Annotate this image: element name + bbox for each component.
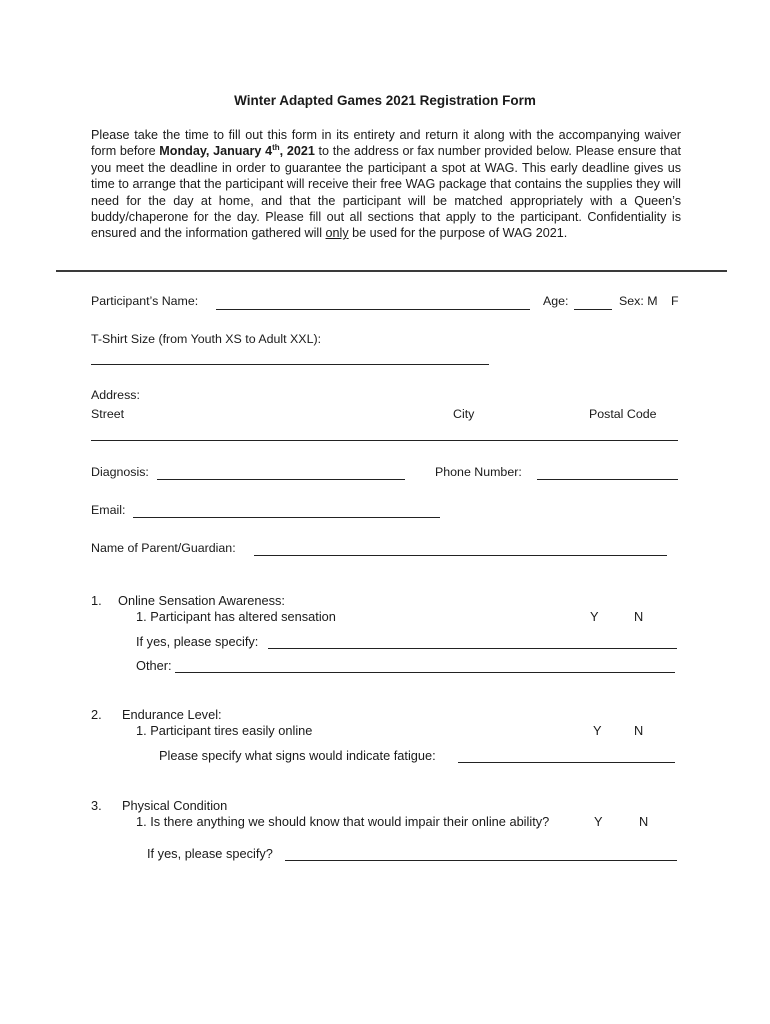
question-1-number: 1. [91,593,102,608]
question-3-number: 3. [91,798,102,813]
question-2-fatigue-field[interactable] [458,762,675,763]
street-label: Street [91,407,125,421]
guardian-label: Name of Parent/Guardian: [91,541,236,555]
question-2-title: Endurance Level: [122,707,222,722]
address-field[interactable] [91,440,678,441]
city-label: City [453,407,475,421]
email-label: Email: [91,503,126,517]
participant-name-label: Participant’s Name: [91,294,199,308]
phone-label: Phone Number: [435,465,522,479]
question-1-other-field[interactable] [175,672,675,673]
sex-f-option[interactable]: F [671,294,679,308]
question-1-other-label: Other: [136,658,172,673]
intro-paragraph [91,127,681,242]
question-3-title: Physical Condition [122,798,228,813]
tshirt-size-label: T-Shirt Size (from Youth XS to Adult XXL): [91,332,322,346]
participant-name-field[interactable] [216,309,530,310]
guardian-field[interactable] [254,555,667,556]
intro-text-2: to the address or fax number provided below. Please ensure that you meet the deadline in order to guarantee the participant a spot at WAG. This early deadline gives us time to arrange that the participant will receive their free WAG package that contains the supplies they will need for the day at home, and that the participant will be matched appropriately with a Queen’s buddy/chaperone for the day. Please fill out all sections that apply to the participant. Confidentiality is ensured and the information gathered will [91,144,681,241]
age-label: Age: [543,294,569,308]
intro-text-3: be used for the purpose of WAG 2021. [348,226,568,241]
tshirt-size-field[interactable] [91,364,489,365]
only-emphasis: only [325,226,349,241]
intro-text-1: Please take the time to fill out this form in its entirety and return it along with the accompanying waiver form before [91,128,681,159]
question-2-yes[interactable]: Y [593,723,602,738]
question-1-item: 1. Participant has altered sensation [136,609,336,624]
question-1-specify-field[interactable] [268,648,677,649]
postal-code-label: Postal Code [589,407,657,421]
question-2-item: 1. Participant tires easily online [136,723,313,738]
diagnosis-field[interactable] [157,479,405,480]
question-2-number: 2. [91,707,102,722]
age-field[interactable] [574,309,612,310]
section-divider [56,270,727,272]
question-1-specify-label: If yes, please specify: [136,634,259,649]
question-3-item: 1. Is there anything we should know that would impair their online ability? [136,814,550,829]
question-3-specify-field[interactable] [285,860,677,861]
phone-field[interactable] [537,479,678,480]
question-3-specify-label: If yes, please specify? [147,846,273,861]
address-label: Address: [91,388,140,402]
sex-label: Sex: M [619,294,658,308]
question-3-yes[interactable]: Y [594,814,603,829]
diagnosis-label: Diagnosis: [91,465,149,479]
form-title: Winter Adapted Games 2021 Registration Form [234,93,536,108]
question-2-no[interactable]: N [634,723,644,738]
question-2-fatigue-label: Please specify what signs would indicate fatigue: [159,748,436,763]
question-1-title: Online Sensation Awareness: [118,593,285,608]
question-1-no[interactable]: N [634,609,644,624]
email-field[interactable] [133,517,440,518]
question-3-no[interactable]: N [639,814,649,829]
deadline-date: Monday, January 4th, 2021 [159,143,315,159]
question-1-yes[interactable]: Y [590,609,599,624]
